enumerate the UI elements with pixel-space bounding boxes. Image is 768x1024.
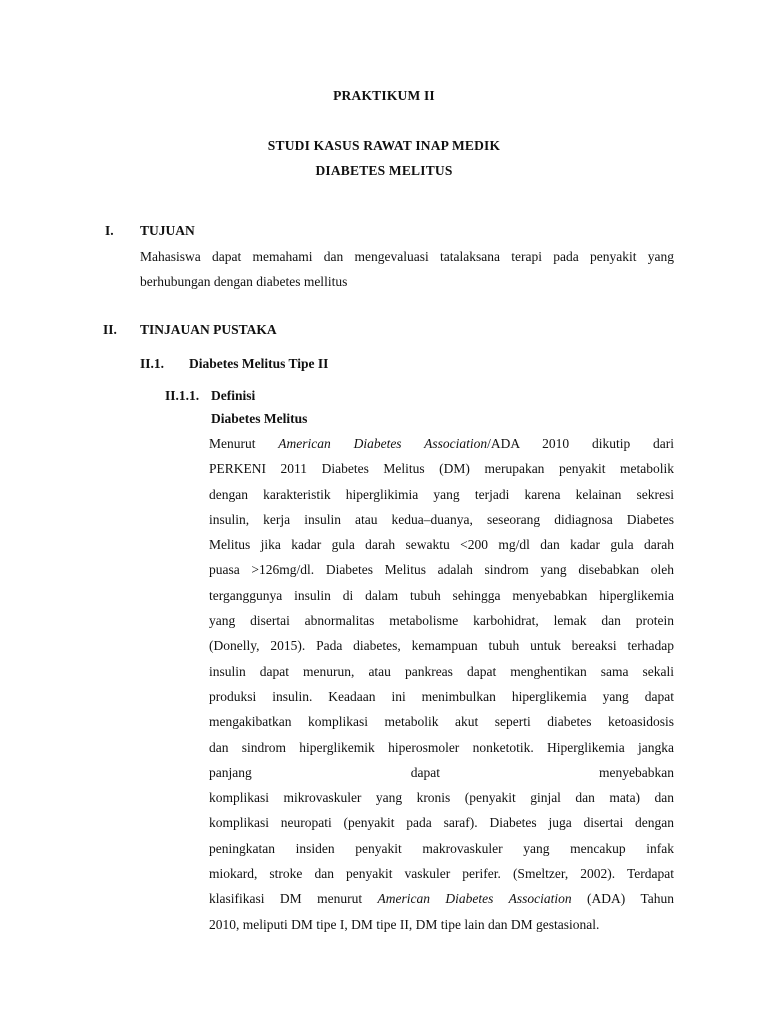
paragraph-line: 2010, meliputi DM tipe I, DM tipe II, DM tipe lain dan DM gestasional. — [209, 916, 600, 932]
paragraph-line: dan sindrom hiperglikemik hiperosmoler nonketotik. Hiperglikemia jangka — [209, 739, 674, 755]
paragraph-line: panjang dapat menyebabkan — [209, 764, 674, 780]
paragraph-line: yang disertai abnormalitas metabolisme karbohidrat, lemak dan protein — [209, 613, 674, 629]
paragraph-line: terganggunya insulin di dalam tubuh sehingga menyebabkan hiperglikemia — [209, 587, 674, 603]
paragraph-line: klasifikasi DM menurut American Diabetes Association (ADA) Tahun — [209, 891, 674, 907]
paragraph-line: Melitus jika kadar gula darah sewaktu <200 mg/dl dan kadar gula darah — [209, 537, 674, 553]
paragraph-line: Menurut American Diabetes Association/ADA 2010 dikutip dari — [209, 436, 674, 451]
definition-term: Diabetes Melitus — [211, 411, 308, 426]
document-title: PRAKTIKUM II — [333, 88, 435, 103]
document-subtitle-2: DIABETES MELITUS — [315, 163, 453, 178]
italic-term: American Diabetes Association — [377, 891, 572, 907]
italic-term: American Diabetes Association — [278, 436, 488, 451]
subsection-number: II.1. — [140, 356, 165, 371]
definition-paragraph — [209, 431, 674, 937]
paragraph-line: Mahasiswa dapat memahami dan mengevaluasi tatalaksana terapi pada penyakit yang — [140, 249, 674, 264]
paragraph-line: insulin, kerja insulin atau kedua–duanya, seseorang didiagnosa Diabetes — [209, 511, 674, 527]
paragraph-line: komplikasi mikrovaskuler yang kronis (penyakit ginjal dan mata) dan — [209, 790, 674, 806]
paragraph-line: (Donelly, 2015). Pada diabetes, kemampuan tubuh untuk bereaksi terhadap — [209, 638, 674, 654]
section-2-number: II. — [103, 322, 117, 337]
paragraph-line: komplikasi neuropati (penyakit pada saraf). Diabetes juga disertai dengan — [209, 815, 674, 831]
subsubsection-heading: Definisi — [211, 388, 256, 403]
paragraph-line: insulin dapat menurun, atau pankreas dapat menghentikan sama sekali — [209, 663, 674, 679]
paragraph-line: dengan karakteristik hiperglikimia yang terjadi karena kelainan sekresi — [209, 486, 674, 502]
paragraph-line: peningkatan insiden penyakit makrovaskuler yang mencakup infak — [209, 840, 674, 856]
subsection-heading: Diabetes Melitus Tipe II — [189, 356, 329, 371]
paragraph-line: miokard, stroke dan penyakit vaskuler perifer. (Smeltzer, 2002). Terdapat — [209, 866, 674, 882]
paragraph-line: PERKENI 2011 Diabetes Melitus (DM) merupakan penyakit metabolik — [209, 461, 674, 477]
section-1-heading: TUJUAN — [140, 223, 195, 238]
subsubsection-number: II.1.1. — [165, 388, 200, 403]
section-1-number: I. — [105, 223, 114, 238]
paragraph-line: mengakibatkan komplikasi metabolik akut seperti diabetes ketoasidosis — [209, 714, 674, 730]
section-2-heading: TINJAUAN PUSTAKA — [140, 322, 277, 337]
section-1-paragraph — [140, 244, 674, 295]
paragraph-line: berhubungan dengan diabetes mellitus — [140, 274, 348, 290]
document-subtitle-1: STUDI KASUS RAWAT INAP MEDIK — [267, 138, 501, 153]
paragraph-line: puasa >126mg/dl. Diabetes Melitus adalah sindrom yang disebabkan oleh — [209, 562, 674, 578]
paragraph-line: produksi insulin. Keadaan ini menimbulkan hiperglikemia yang dapat — [209, 688, 674, 704]
